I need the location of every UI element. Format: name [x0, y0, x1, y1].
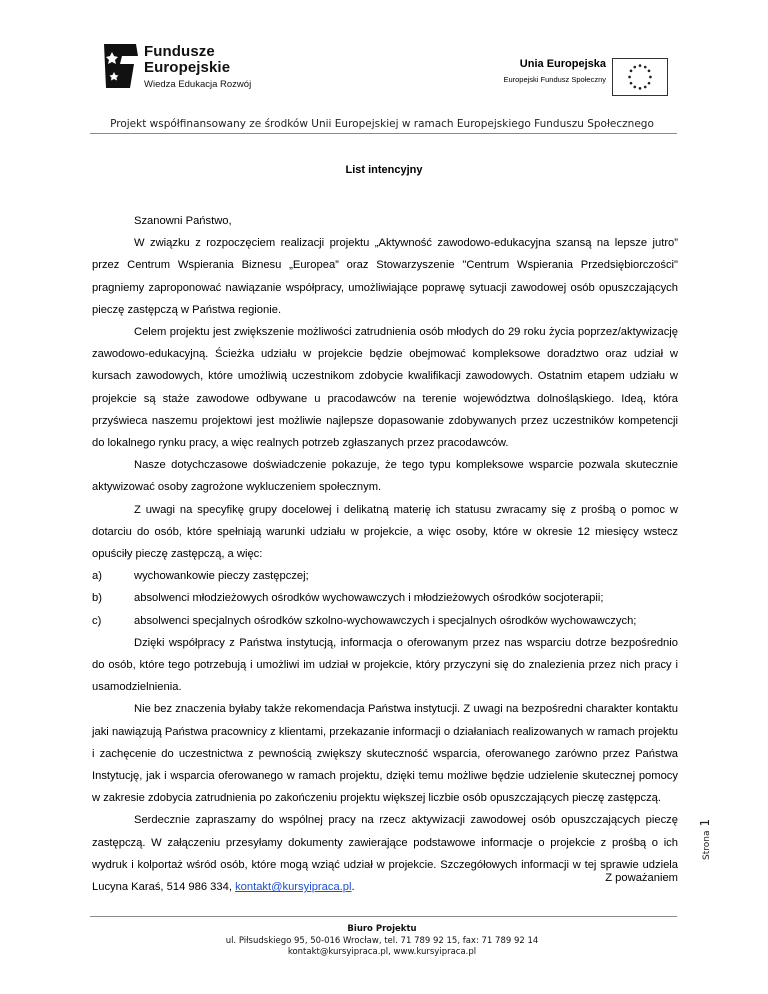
- paragraph-6: Nie bez znaczenia byłaby także rekomendacja Państwa instytucji. Z uwagi na bezpośredni charakter kontaktu jaki nawiązują Państwa pracownicy z klientami, przekazanie informacji o działaniach realizowanych w ramach projektu i zachęcenie do uczestnictwa z pewnością zwiększy skuteczność wsparcia, oferowanego zarówno przez Państwa Instytucję, jak i wsparcia oferowanego w ramach projektu, dzięki temu możliwe będzie udzielenie skutecznej pomocy w zakresie zdobycia zatrudnienia po zakończeniu projektu większej liczbie osób opuszczających pieczę zastępczą.: [92, 703, 678, 805]
- paragraph-3: Nasze dotychczasowe doświadczenie pokazuje, że tego typu kompleksowe wsparcie pozwala skutecznie aktywizować osoby zagrożone wykluczeniem społecznym.: [92, 459, 678, 494]
- fe-logo-mark-icon: [100, 42, 140, 90]
- list-item-label: a): [92, 570, 102, 583]
- eu-logo-title: Unia Europejska: [519, 58, 606, 70]
- footer: [40, 924, 724, 959]
- footer-address: ul. Piłsudskiego 95, 50-016 Wrocław, tel. 71 789 92 15, fax: 71 789 92 14: [225, 935, 539, 946]
- salutation: Szanowni Państwo,: [134, 215, 232, 227]
- list-item-text: absolwenci młodzieżowych ośrodków wychowawczych i młodzieżowych ośrodków socjoterapii;: [134, 592, 604, 605]
- letter-title: List intencyjny: [345, 164, 423, 176]
- footer-contacts: kontakt@kursyipraca.pl, www.kursyipraca.pl: [287, 947, 477, 957]
- paragraph-2: Celem projektu jest zwiększenie możliwości zatrudnienia osób młodych do 29 roku życia poprzez/aktywizację zawodowo-edukacyjną. Ścieżka udziału w projekcie będzie obejmować kompleksowe doradztwo oraz udział w kursach zawodowych, które umożliwią uczestnikom zdobycie kwalifikacji zawodowych. Ostatnim etapem udziału w projekcie są staże zawodowe odbywane u pracodawców na terenie województwa dolnośląskiego. Ideą, która przyświeca naszemu projektowi jest możliwie najlepsze dopasowanie zdobywanych przez uczestników kompetencji do lokalnego rynku pracy, a więc realnych potrzeb zgłaszanych przez pracodawców.: [92, 326, 678, 450]
- list-item-label: c): [92, 614, 102, 627]
- eu-logo: [478, 58, 668, 98]
- footer-title: Biuro Projektu: [347, 924, 417, 934]
- page-number: [698, 790, 718, 860]
- fe-logo-line2: Europejskie: [144, 59, 231, 76]
- paragraph-7-end: .: [351, 881, 355, 894]
- eu-logo-subtitle: Europejski Fundusz Społeczny: [503, 75, 606, 84]
- fe-logo-line1: Fundusze: [144, 43, 215, 60]
- list-item-text: wychowankowie pieczy zastępczej;: [134, 570, 309, 583]
- eu-flag-icon: [612, 58, 668, 96]
- paragraph-5: Dzięki współpracy z Państwa instytucją, informacja o oferowanym przez nas wsparciu dotrze bezpośrednio do osób, które tego potrzebują i umożliwi im udział w projekcie, który przyczyni się do znalezienia przez nich pracy i usamodzielnienia.: [92, 636, 678, 694]
- closing-regards: Z poważaniem: [605, 872, 678, 884]
- letter-body: [92, 210, 678, 898]
- project-cofinancing-line: Projekt współfinansowany ze środków Unii Europejskiej w ramach Europejskiego Funduszu Społecznego: [110, 118, 654, 130]
- fe-logo-line3: Wiedza Edukacja Rozwój: [144, 79, 252, 90]
- page-number-label: Strona: [702, 830, 712, 860]
- page-number-value: 1: [698, 818, 712, 827]
- paragraph-7-text: Serdecznie zapraszamy do wspólnej pracy na rzecz aktywizacji zawodowej osób opuszczających pieczę zastępczą. W załączeniu przesyłamy dokumenty zawierające podstawowe informacje o projekcie z prośbą o ich wydruk i kolportaż wśród osób, które mogą wziąć udział w projekcie. Szczegółowych informacji w tej sprawie udziela Lucyna Karaś, 514 986 334,: [92, 814, 678, 894]
- list-item: [92, 587, 678, 609]
- contact-email-link[interactable]: kontakt@kursyipraca.pl: [235, 881, 352, 894]
- list-item: [92, 565, 678, 587]
- footer-divider: [90, 916, 677, 917]
- fundusze-europejskie-logo: [100, 42, 260, 92]
- list-item-text: absolwenci specjalnych ośrodków szkolno-wychowawczych i specjalnych ośrodków wychowawczych;: [134, 614, 637, 627]
- paragraph-7: [92, 809, 678, 898]
- paragraph-4: Z uwagi na specyfikę grupy docelowej i delikatną materię ich statusu zwracamy się z prośbą o pomoc w dotarciu do osób, które spełniają warunki udziału w projekcie, a więc osoby, które w okresie 12 miesięcy wstecz opuściły pieczę zastępczą, a więc:: [92, 503, 678, 561]
- eligibility-list: [92, 565, 678, 632]
- paragraph-1: W związku z rozpoczęciem realizacji projektu „Aktywność zawodowo-edukacyjna szansą na lepsze jutro” przez Centrum Wspierania Biznesu „Europea” oraz Stowarzyszenie "Centrum Wspierania Przedsiębiorczości" pragniemy zaproponować nawiązanie współpracy, umożliwiające poprawę sytuacji zawodowej osób opuszczających pieczę zastępczą w Państwa regionie.: [92, 237, 678, 316]
- list-item-label: b): [92, 592, 102, 605]
- list-item: [92, 610, 678, 632]
- header-divider: [90, 133, 677, 134]
- fe-logo-text: [144, 44, 251, 92]
